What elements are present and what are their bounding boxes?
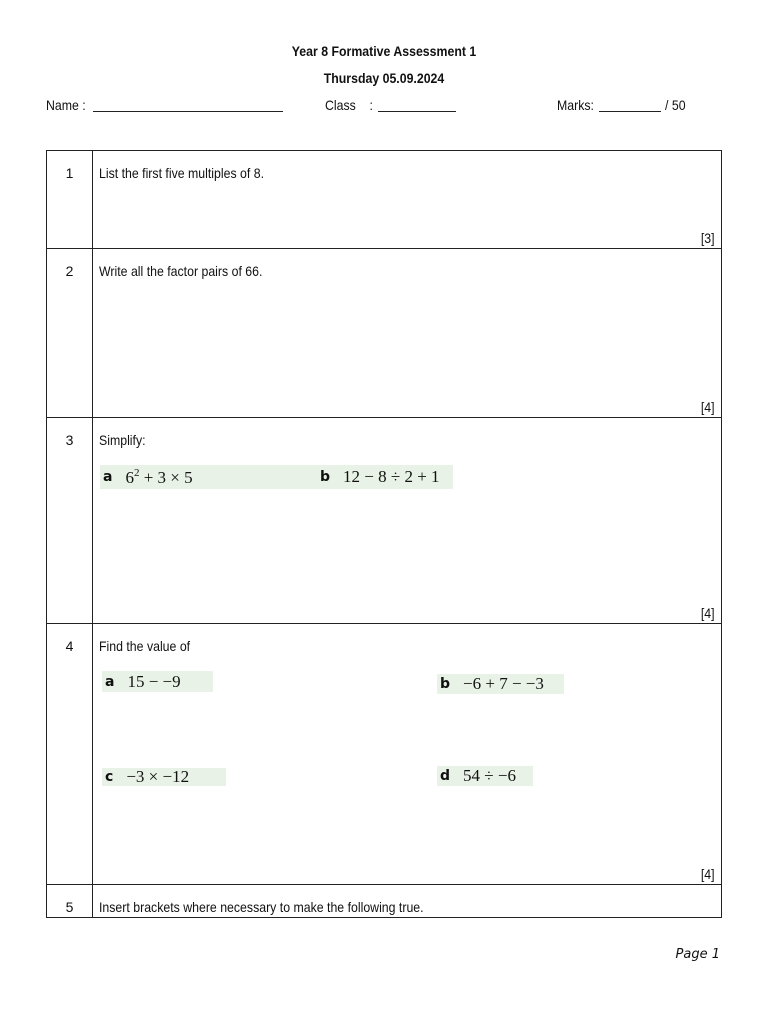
question-body-cell[interactable]	[93, 418, 722, 624]
expression-base: 6	[125, 467, 134, 487]
math-expression-3b	[317, 465, 453, 489]
expression: 54 ÷ −6	[463, 766, 516, 785]
marks-field-line[interactable]	[599, 111, 661, 112]
class-field-line[interactable]	[378, 111, 456, 112]
name-label: Name :	[46, 97, 86, 113]
question-text: List the first five multiples of 8.	[99, 165, 265, 181]
question-text: Simplify:	[99, 432, 146, 448]
part-label: b	[440, 676, 451, 692]
part-label: b	[320, 469, 331, 485]
question-marks: [4]	[701, 605, 715, 621]
math-expression-4d	[437, 766, 533, 786]
question-marks: [3]	[701, 230, 715, 246]
question-number-cell	[47, 624, 93, 885]
expression: −6 + 7 − −3	[463, 674, 544, 693]
question-row-2	[47, 249, 722, 418]
math-expression-3a	[100, 465, 320, 489]
question-marks: [4]	[701, 866, 715, 882]
part-label: a	[105, 673, 115, 690]
math-expression-4b	[437, 674, 564, 694]
question-number-cell	[47, 418, 93, 624]
expression: 12 − 8 ÷ 2 + 1	[343, 467, 440, 486]
question-text: Write all the factor pairs of 66.	[99, 263, 263, 279]
question-number: 3	[65, 432, 74, 448]
assessment-date: Thursday 05.09.2024	[323, 70, 445, 86]
question-body-cell[interactable]	[93, 885, 722, 918]
question-body-cell[interactable]	[93, 624, 722, 885]
assessment-title: Year 8 Formative Assessment 1	[291, 43, 477, 59]
part-label: d	[440, 768, 451, 784]
question-body-cell[interactable]	[93, 249, 722, 418]
question-number: 5	[65, 899, 74, 915]
question-number-cell	[47, 885, 93, 918]
part-label: a	[103, 469, 113, 485]
expression: 15 − −9	[127, 671, 181, 691]
question-number-cell	[47, 151, 93, 249]
question-row-4	[47, 624, 722, 885]
class-label: Class :	[325, 97, 373, 113]
question-number: 4	[65, 638, 74, 654]
expression	[125, 467, 192, 488]
expression-rest: + 3 × 5	[143, 467, 193, 487]
math-expression-4a	[102, 671, 213, 692]
question-number-cell	[47, 249, 93, 418]
marks-label: Marks:	[557, 97, 594, 113]
marks-total: / 50	[665, 97, 686, 113]
part-label: c	[105, 769, 114, 785]
expression: −3 × −12	[126, 767, 190, 786]
math-expression-4c	[102, 768, 226, 786]
question-row-3	[47, 418, 722, 624]
question-row-5	[47, 885, 722, 918]
questions-table	[46, 150, 722, 918]
question-number: 1	[65, 165, 74, 181]
question-text: Insert brackets where necessary to make the following true.	[99, 899, 424, 915]
page-number: Page 1	[675, 947, 720, 962]
question-body-cell[interactable]	[93, 151, 722, 249]
question-text: Find the value of	[99, 638, 191, 654]
name-field-line[interactable]	[93, 111, 283, 112]
question-number: 2	[65, 263, 74, 279]
expression-exponent: 2	[133, 466, 140, 479]
question-marks: [4]	[701, 399, 715, 415]
question-row-1	[47, 151, 722, 249]
